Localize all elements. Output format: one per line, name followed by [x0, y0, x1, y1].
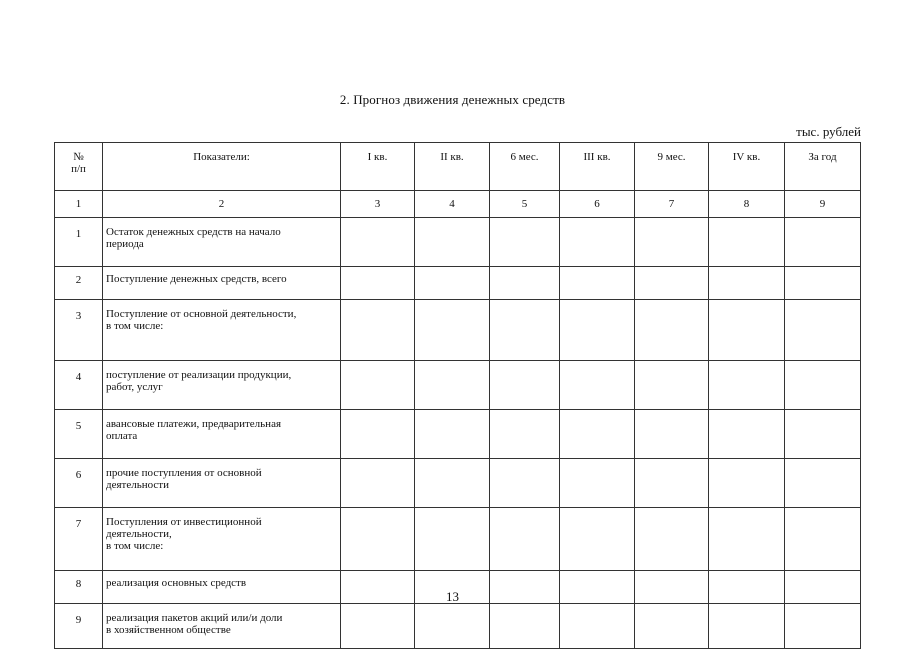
column-number: 2 — [103, 191, 341, 218]
header-cell-6-months: 6 мес. — [490, 143, 560, 191]
table-row — [55, 459, 861, 508]
header-cell-indicators: Показатели: — [103, 143, 341, 191]
value-cell — [341, 361, 415, 410]
value-cell — [560, 459, 635, 508]
value-cell — [560, 410, 635, 459]
value-cell — [709, 410, 785, 459]
value-cell — [560, 218, 635, 267]
column-number-row — [55, 191, 861, 218]
value-cell — [560, 267, 635, 300]
row-number: 6 — [55, 459, 103, 508]
value-cell — [709, 300, 785, 361]
value-cell — [709, 459, 785, 508]
value-cell — [415, 459, 490, 508]
document-title: 2. Прогноз движения денежных средств — [339, 92, 566, 107]
value-cell — [785, 410, 861, 459]
value-cell — [635, 218, 709, 267]
column-number: 5 — [490, 191, 560, 218]
table-row — [55, 300, 861, 361]
value-cell — [635, 267, 709, 300]
value-cell — [785, 361, 861, 410]
row-label: авансовые платежи, предварительная оплата — [103, 410, 341, 459]
row-number: 7 — [55, 508, 103, 571]
value-cell — [490, 410, 560, 459]
value-cell — [709, 267, 785, 300]
value-cell — [785, 300, 861, 361]
table-row — [55, 361, 861, 410]
value-cell — [341, 267, 415, 300]
header-cell-q3: III кв. — [560, 143, 635, 191]
value-cell — [560, 604, 635, 649]
row-number: 2 — [55, 267, 103, 300]
header-cell-9-months: 9 мес. — [635, 143, 709, 191]
value-cell — [341, 508, 415, 571]
value-cell — [785, 218, 861, 267]
row-label: поступление от реализации продукции, работ, услуг — [103, 361, 341, 410]
value-cell — [635, 300, 709, 361]
row-number: 5 — [55, 410, 103, 459]
row-number: 9 — [55, 604, 103, 649]
table-row — [55, 218, 861, 267]
header-cell-q2: II кв. — [415, 143, 490, 191]
value-cell — [560, 361, 635, 410]
row-label: Поступления от инвестиционной деятельности, в том числе: — [103, 508, 341, 571]
value-cell — [635, 361, 709, 410]
value-cell — [560, 300, 635, 361]
value-cell — [785, 459, 861, 508]
table-row — [55, 267, 861, 300]
header-cell-year: За год — [785, 143, 861, 191]
value-cell — [785, 604, 861, 649]
value-cell — [341, 218, 415, 267]
table-row — [55, 410, 861, 459]
value-cell — [415, 267, 490, 300]
row-label: Остаток денежных средств на начало периода — [103, 218, 341, 267]
value-cell — [415, 508, 490, 571]
value-cell — [785, 508, 861, 571]
value-cell — [490, 604, 560, 649]
value-cell — [490, 218, 560, 267]
table-row — [55, 508, 861, 571]
value-cell — [415, 300, 490, 361]
value-cell — [635, 459, 709, 508]
value-cell — [341, 459, 415, 508]
value-cell — [635, 604, 709, 649]
value-cell — [709, 508, 785, 571]
value-cell — [560, 508, 635, 571]
value-cell — [415, 604, 490, 649]
column-number: 4 — [415, 191, 490, 218]
page-number: 13 — [446, 589, 459, 604]
row-number: 3 — [55, 300, 103, 361]
header-cell-number: № п/п — [55, 143, 103, 191]
row-label: реализация основных средств — [103, 571, 341, 604]
header-cell-q1: I кв. — [341, 143, 415, 191]
value-cell — [341, 604, 415, 649]
value-cell — [490, 459, 560, 508]
table-row — [55, 604, 861, 649]
value-cell — [415, 410, 490, 459]
value-cell — [415, 361, 490, 410]
row-label: прочие поступления от основной деятельности — [103, 459, 341, 508]
row-number: 8 — [55, 571, 103, 604]
row-number: 1 — [55, 218, 103, 267]
value-cell — [709, 361, 785, 410]
column-number: 3 — [341, 191, 415, 218]
row-label: Поступление денежных средств, всего — [103, 267, 341, 300]
column-number: 7 — [635, 191, 709, 218]
header-row — [55, 143, 861, 191]
value-cell — [490, 361, 560, 410]
value-cell — [785, 267, 861, 300]
cash-flow-forecast-table — [54, 142, 861, 649]
value-cell — [490, 267, 560, 300]
value-cell — [341, 300, 415, 361]
value-cell — [635, 508, 709, 571]
column-number: 9 — [785, 191, 861, 218]
row-number: 4 — [55, 361, 103, 410]
column-number: 6 — [560, 191, 635, 218]
value-cell — [490, 300, 560, 361]
value-cell — [635, 410, 709, 459]
column-number: 1 — [55, 191, 103, 218]
value-cell — [709, 218, 785, 267]
value-cell — [709, 604, 785, 649]
value-cell — [415, 218, 490, 267]
row-label: реализация пакетов акций или/и доли в хозяйственном обществе — [103, 604, 341, 649]
units-label: тыс. рублей — [796, 124, 861, 139]
value-cell — [490, 508, 560, 571]
column-number: 8 — [709, 191, 785, 218]
header-cell-q4: IV кв. — [709, 143, 785, 191]
row-label: Поступление от основной деятельности, в том числе: — [103, 300, 341, 361]
value-cell — [341, 410, 415, 459]
